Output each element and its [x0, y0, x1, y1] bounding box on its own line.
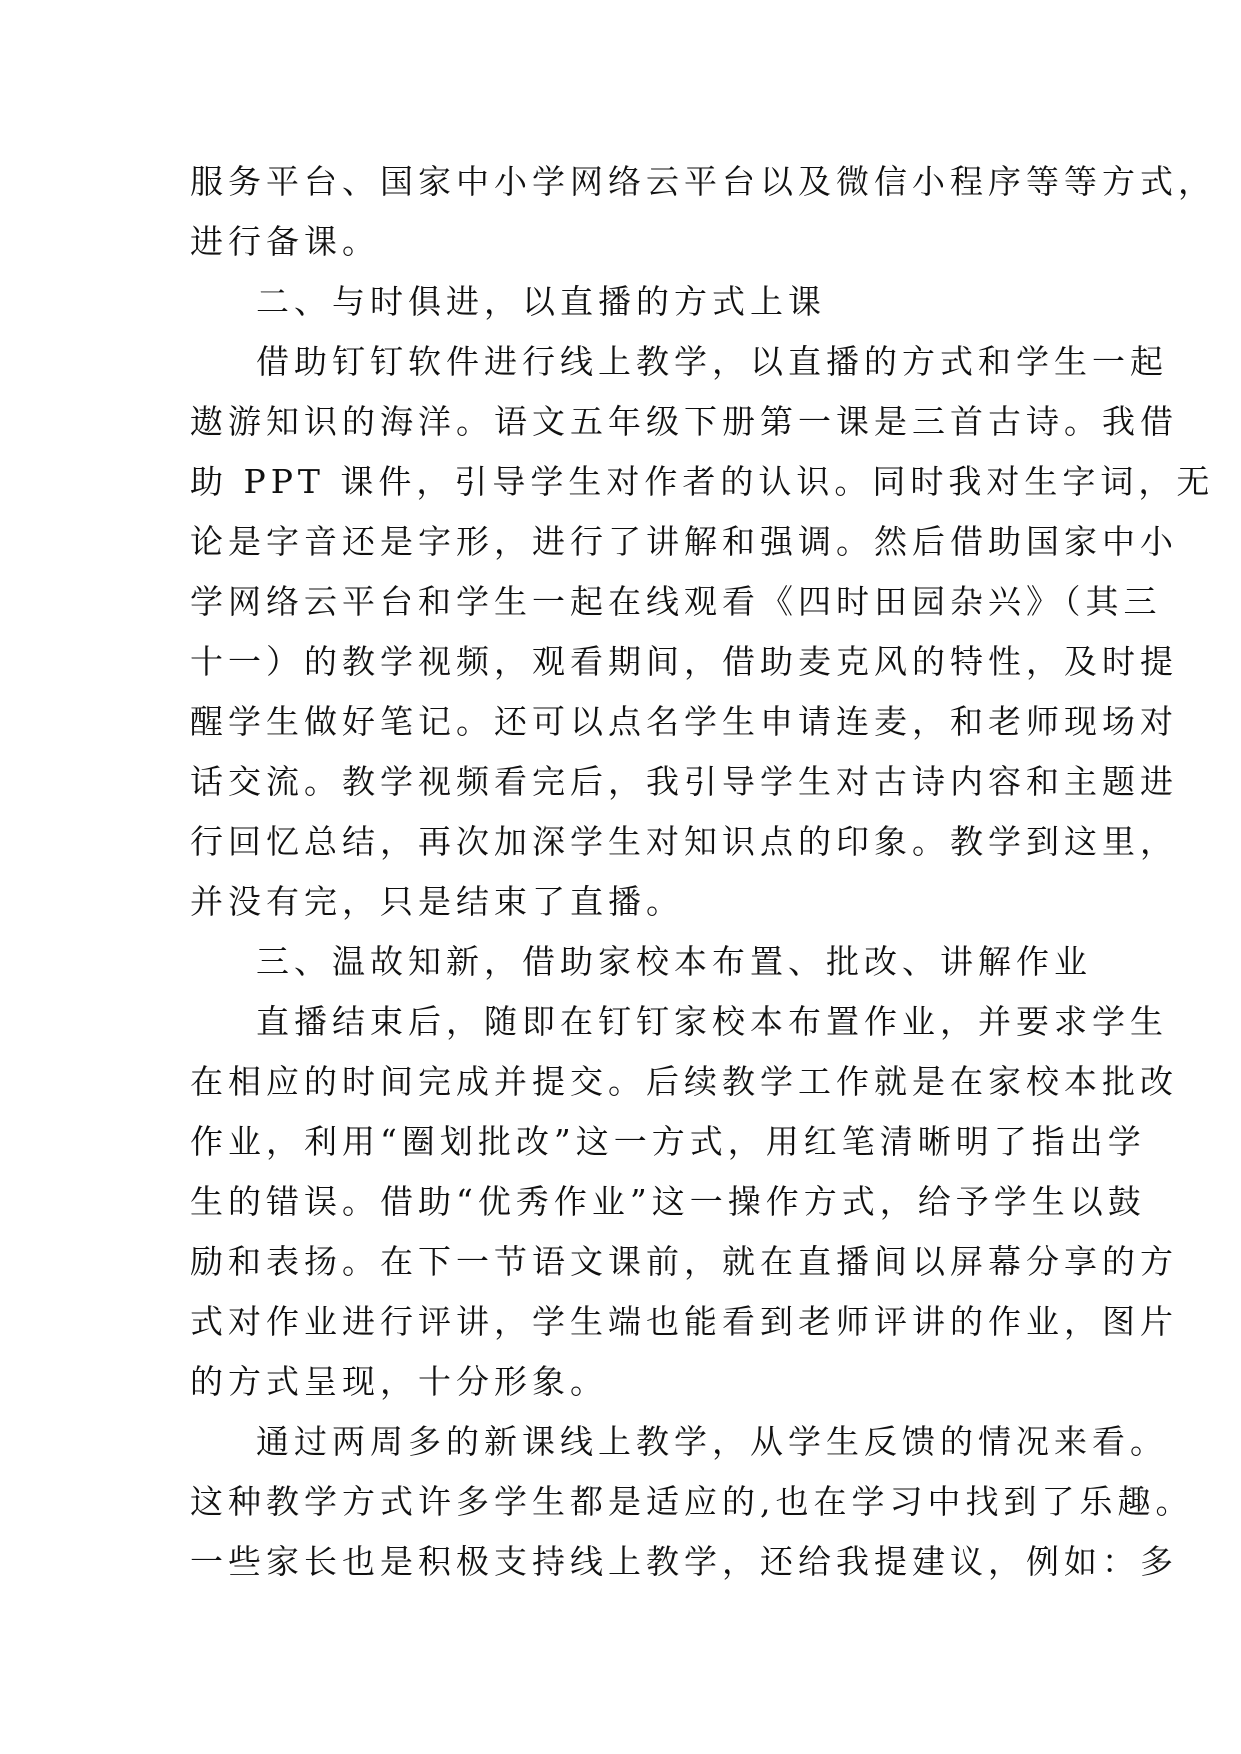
text-line: 醒学生做好笔记。还可以点名学生申请连麦，和老师现场对 — [190, 702, 1178, 741]
text-line: 服务平台、国家中小学网络云平台以及微信小程序等等方式， — [190, 162, 1216, 201]
text-line: 这种教学方式许多学生都是适应的,也在学习中找到了乐趣。 — [190, 1482, 1194, 1521]
text-line: 通过两周多的新课线上教学，从学生反馈的情况来看。 — [256, 1422, 1168, 1461]
text-line: 助 PPT 课件，引导学生对作者的认识。同时我对生字词，无 — [190, 462, 1215, 501]
text-line: 的方式呈现，十分形象。 — [190, 1362, 608, 1401]
text-line: 一些家长也是积极支持线上教学，还给我提建议，例如：多 — [190, 1542, 1178, 1581]
text-line: 学网络云平台和学生一起在线观看《四时田园杂兴》（其三 — [190, 582, 1162, 621]
text-line: 话交流。教学视频看完后，我引导学生对古诗内容和主题进 — [190, 762, 1178, 801]
text-line: 论是字音还是字形，进行了讲解和强调。然后借助国家中小 — [190, 522, 1178, 561]
text-line: 遨游知识的海洋。语文五年级下册第一课是三首古诗。我借 — [190, 402, 1178, 441]
text-line: 并没有完，只是结束了直播。 — [190, 882, 684, 921]
text-line: 直播结束后，随即在钉钉家校本布置作业，并要求学生 — [256, 1002, 1168, 1041]
text-line: 行回忆总结，再次加深学生对知识点的印象。教学到这里， — [190, 822, 1178, 861]
section-heading: 二、与时俱进，以直播的方式上课 — [256, 282, 826, 321]
document-body — [190, 152, 1216, 1592]
section-heading: 三、温故知新，借助家校本布置、批改、讲解作业 — [256, 942, 1092, 981]
text-line: 式对作业进行评讲，学生端也能看到老师评讲的作业，图片 — [190, 1302, 1178, 1341]
text-line: 在相应的时间完成并提交。后续教学工作就是在家校本批改 — [190, 1062, 1178, 1101]
text-line: 作业，利用“圈划批改”这一方式，用红笔清晰明了指出学 — [190, 1122, 1146, 1161]
text-line: 励和表扬。在下一节语文课前，就在直播间以屏幕分享的方 — [190, 1242, 1178, 1281]
text-line: 进行备课。 — [190, 222, 380, 261]
text-line: 十一）的教学视频，观看期间，借助麦克风的特性，及时提 — [190, 642, 1178, 681]
text-line: 借助钉钉软件进行线上教学，以直播的方式和学生一起 — [256, 342, 1168, 381]
text-line: 生的错误。借助“优秀作业”这一操作方式，给予学生以鼓 — [190, 1182, 1146, 1221]
